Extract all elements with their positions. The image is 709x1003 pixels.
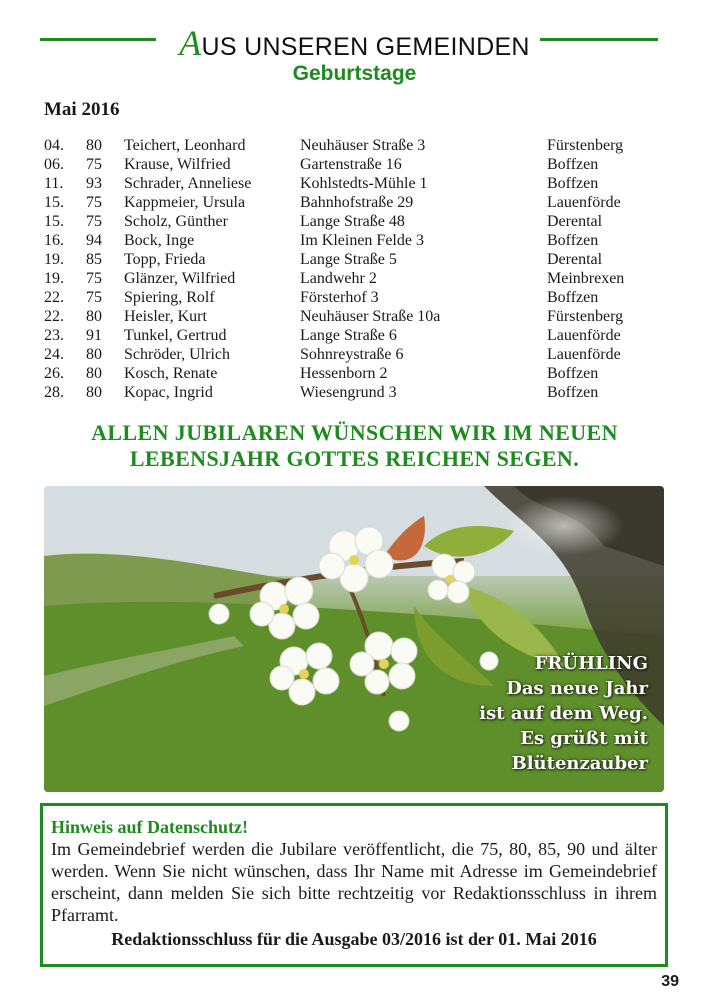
birthday-town: Lauenförde	[547, 327, 621, 344]
birthday-town: Derental	[547, 251, 603, 268]
birthday-row	[44, 364, 657, 383]
birthday-name: Schröder, Ulrich	[124, 346, 230, 363]
birthday-day: 15.	[44, 194, 64, 211]
birthday-table	[44, 136, 657, 402]
birthday-street: Lange Straße 6	[300, 327, 397, 344]
birthday-age: 75	[86, 289, 102, 306]
title-initial: A	[179, 23, 202, 63]
birthday-day: 11.	[44, 175, 64, 192]
birthday-age: 80	[86, 137, 102, 154]
birthday-name: Bock, Inge	[124, 232, 195, 249]
birthday-name: Kosch, Renate	[124, 365, 218, 382]
birthday-town: Boffzen	[547, 156, 599, 173]
birthday-street: Neuhäuser Straße 3	[300, 137, 426, 154]
photo-caption	[479, 651, 648, 776]
birthday-name: Teichert, Leonhard	[124, 137, 246, 154]
birthday-day: 16.	[44, 232, 64, 249]
privacy-notice-box	[40, 803, 668, 967]
birthday-row	[44, 307, 657, 326]
birthday-day: 26.	[44, 365, 64, 382]
birthday-day: 22.	[44, 308, 64, 325]
photo-caption-line: ist auf dem Weg.	[479, 703, 648, 724]
birthday-town: Boffzen	[547, 175, 599, 192]
birthday-town: Fürstenberg	[547, 137, 624, 154]
blessing-line-2: LEBENSJAHR GOTTES REICHEN SEGEN.	[129, 446, 580, 471]
birthday-row	[44, 345, 657, 364]
birthday-age: 80	[86, 308, 102, 325]
birthday-town: Boffzen	[547, 232, 599, 249]
birthday-age: 94	[86, 232, 102, 249]
birthday-age: 80	[86, 384, 102, 401]
birthday-town: Lauenförde	[547, 194, 621, 211]
privacy-notice-title: Hinweis auf Datenschutz!	[51, 817, 248, 837]
birthday-name: Krause, Wilfried	[124, 156, 231, 173]
birthday-name: Tunkel, Gertrud	[124, 327, 227, 344]
birthday-town: Lauenförde	[547, 346, 621, 363]
birthday-street: Kohlstedts-Mühle 1	[300, 175, 428, 192]
birthday-age: 75	[86, 156, 102, 173]
birthday-town: Meinbrexen	[547, 270, 625, 287]
birthday-name: Topp, Frieda	[124, 251, 206, 268]
birthday-row	[44, 250, 657, 269]
photo-caption-line: FRÜHLING	[534, 653, 648, 674]
birthday-age: 85	[86, 251, 102, 268]
birthday-row	[44, 288, 657, 307]
privacy-notice-body: Im Gemeindebrief werden die Jubilare veröffentlicht, die 75, 80, 85, 90 und älter werden. Wenn Sie nicht wünschen, dass Ihr Name mit Adresse im Gemeindebrief erscheint, dann melden Sie sich bitte rechtzeitig vor Redaktionsschluss in ihrem Pfarramt.	[51, 839, 657, 925]
photo-caption-line: Blütenzauber	[511, 753, 648, 774]
birthday-row	[44, 212, 657, 231]
birthday-row	[44, 269, 657, 288]
birthday-town: Boffzen	[547, 365, 599, 382]
birthday-street: Neuhäuser Straße 10a	[300, 308, 441, 325]
birthday-day: 23.	[44, 327, 64, 344]
birthday-name: Spiering, Rolf	[124, 289, 215, 306]
page-subtitle: Geburtstage	[292, 62, 417, 85]
birthday-day: 04.	[44, 137, 64, 154]
birthday-age: 75	[86, 213, 102, 230]
birthday-age: 75	[86, 270, 102, 287]
photo-caption-line: Das neue Jahr	[506, 678, 648, 699]
birthday-street: Lange Straße 48	[300, 213, 405, 230]
birthday-street: Gartenstraße 16	[300, 156, 402, 173]
birthday-town: Fürstenberg	[547, 308, 624, 325]
blessing-line-1: ALLEN JUBILAREN WÜNSCHEN WIR IM NEUEN	[91, 420, 618, 445]
title-rest: US UNSEREN GEMEINDEN	[201, 33, 530, 61]
birthday-row	[44, 193, 657, 212]
birthday-row	[44, 155, 657, 174]
birthday-town: Boffzen	[547, 384, 599, 401]
birthday-street: Försterhof 3	[300, 289, 379, 306]
birthday-town: Boffzen	[547, 289, 599, 306]
birthday-name: Kopac, Ingrid	[124, 384, 213, 401]
birthday-row	[44, 136, 657, 155]
birthday-street: Wiesengrund 3	[300, 384, 397, 401]
birthday-row	[44, 326, 657, 345]
birthday-name: Scholz, Günther	[124, 213, 228, 230]
birthday-street: Lange Straße 5	[300, 251, 397, 268]
photo-caption-line: Es grüßt mit	[520, 728, 648, 749]
birthday-street: Im Kleinen Felde 3	[300, 232, 424, 249]
editorial-deadline: Redaktionsschluss für die Ausgabe 03/2016 ist der 01. Mai 2016	[111, 929, 597, 949]
birthday-age: 80	[86, 346, 102, 363]
month-heading: Mai 2016	[44, 99, 120, 120]
page-title	[0, 22, 709, 64]
birthday-name: Schrader, Anneliese	[124, 175, 252, 192]
page-number: 39	[661, 973, 679, 990]
birthday-day: 28.	[44, 384, 64, 401]
birthday-name: Kappmeier, Ursula	[124, 194, 246, 211]
birthday-day: 22.	[44, 289, 64, 306]
spring-blossom-photo	[44, 486, 664, 792]
birthday-age: 80	[86, 365, 102, 382]
birthday-day: 06.	[44, 156, 64, 173]
birthday-name: Glänzer, Wilfried	[124, 270, 236, 287]
birthday-row	[44, 174, 657, 193]
birthday-age: 91	[86, 327, 102, 344]
birthday-street: Bahnhofstraße 29	[300, 194, 414, 211]
birthday-age: 93	[86, 175, 102, 192]
birthday-day: 19.	[44, 251, 64, 268]
blessing-text	[0, 420, 709, 472]
birthday-day: 24.	[44, 346, 64, 363]
birthday-row	[44, 383, 657, 402]
birthday-town: Derental	[547, 213, 603, 230]
birthday-name: Heisler, Kurt	[124, 308, 207, 325]
birthday-street: Landwehr 2	[300, 270, 377, 287]
birthday-street: Hessenborn 2	[300, 365, 388, 382]
birthday-street: Sohnreystraße 6	[300, 346, 404, 363]
birthday-day: 15.	[44, 213, 64, 230]
birthday-day: 19.	[44, 270, 64, 287]
birthday-row	[44, 231, 657, 250]
birthday-age: 75	[86, 194, 102, 211]
